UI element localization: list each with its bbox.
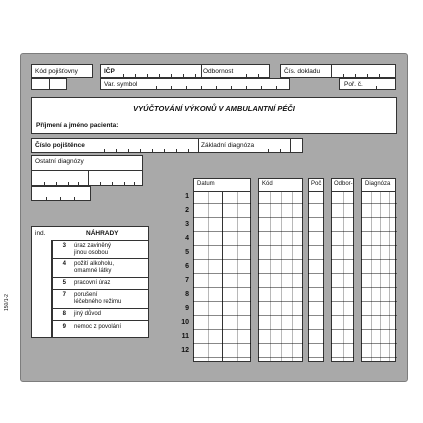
other-diagnoses-box-2[interactable]: [31, 186, 91, 201]
nahrady-indicator-field[interactable]: [31, 240, 52, 338]
row-number: 2: [185, 207, 189, 214]
row-number: 8: [185, 291, 189, 298]
column-diagnoza[interactable]: [361, 178, 396, 362]
row-number: 5: [185, 249, 189, 256]
nahrady-text: porušení léčebného režimu: [74, 292, 122, 305]
gap-mask: [251, 184, 258, 364]
insurance-no-label: Číslo pojištěnce: [35, 142, 85, 149]
row-number: 12: [181, 347, 189, 354]
nahrady-title: NÁHRADY: [86, 230, 119, 237]
insurer-code-label: Kód pojišťovny: [35, 68, 78, 75]
row-number: 11: [181, 333, 189, 340]
column-header: Kód: [262, 181, 273, 187]
row-number: 3: [185, 221, 189, 228]
form-title: VYÚČTOVÁNÍ VÝKONŮ V AMBULANTNÍ PÉČI: [133, 104, 295, 113]
patient-name-label: Příjmení a jméno pacienta:: [36, 122, 119, 129]
other-diagnoses-label: Ostatní diagnózy: [35, 158, 84, 165]
column-poc[interactable]: [308, 178, 324, 362]
gap-mask: [324, 184, 331, 364]
icp-label: IČP: [104, 68, 115, 75]
row-number: 6: [185, 263, 189, 270]
nahrady-number: 5: [62, 280, 66, 286]
document-no-box[interactable]: [280, 64, 396, 78]
seq-no-box[interactable]: [339, 78, 396, 90]
billing-form: [20, 53, 408, 382]
document-no-label: Čís. dokladu: [284, 68, 321, 75]
column-header: Poč: [311, 181, 322, 187]
specialty-label: Odbornost: [203, 68, 234, 75]
gap-mask: [354, 184, 361, 364]
var-symbol-label: Var. symbol: [104, 81, 138, 88]
column-odbornost[interactable]: [331, 178, 354, 362]
gap-mask: [303, 184, 308, 364]
column-header: Datum: [197, 181, 215, 187]
nahrady-number: 7: [62, 292, 66, 298]
row-number: 10: [181, 319, 189, 326]
nahrady-text: jiný důvod: [74, 311, 102, 317]
icp-box[interactable]: [100, 64, 270, 78]
title-box[interactable]: [31, 97, 397, 134]
row-number: 9: [185, 305, 189, 312]
nahrady-text: úraz zaviněný jinou osobou: [74, 243, 112, 256]
row-number: 1: [185, 193, 189, 200]
var-symbol-box[interactable]: [100, 78, 290, 90]
ind-label: ind.: [35, 230, 46, 237]
main-diagnosis-label: Základní diagnóza: [201, 142, 255, 149]
insurer-code-field[interactable]: [31, 78, 67, 90]
insurance-no-box[interactable]: [31, 138, 303, 153]
column-header: Diagnóza: [365, 181, 391, 187]
nahrady-number: 3: [62, 243, 66, 249]
column-kod[interactable]: [258, 178, 303, 362]
nahrady-text: požití alkoholu, omamné látky: [74, 261, 115, 274]
nahrady-number: 9: [62, 324, 66, 330]
insurer-code-box[interactable]: [31, 64, 93, 78]
nahrady-number: 4: [62, 261, 66, 267]
nahrady-text: pracovní úraz: [74, 280, 111, 286]
seq-no-label: Poř. č.: [344, 81, 363, 88]
column-datum[interactable]: [193, 178, 251, 362]
column-header: Odbor-: [334, 181, 353, 187]
nahrady-text: nemoc z povolání: [74, 324, 122, 330]
nahrady-number: 8: [62, 311, 66, 317]
other-diagnoses-box[interactable]: [31, 155, 143, 186]
row-number: 7: [185, 277, 189, 284]
side-code: 150/1-2: [4, 294, 10, 311]
row-number: 4: [185, 235, 189, 242]
